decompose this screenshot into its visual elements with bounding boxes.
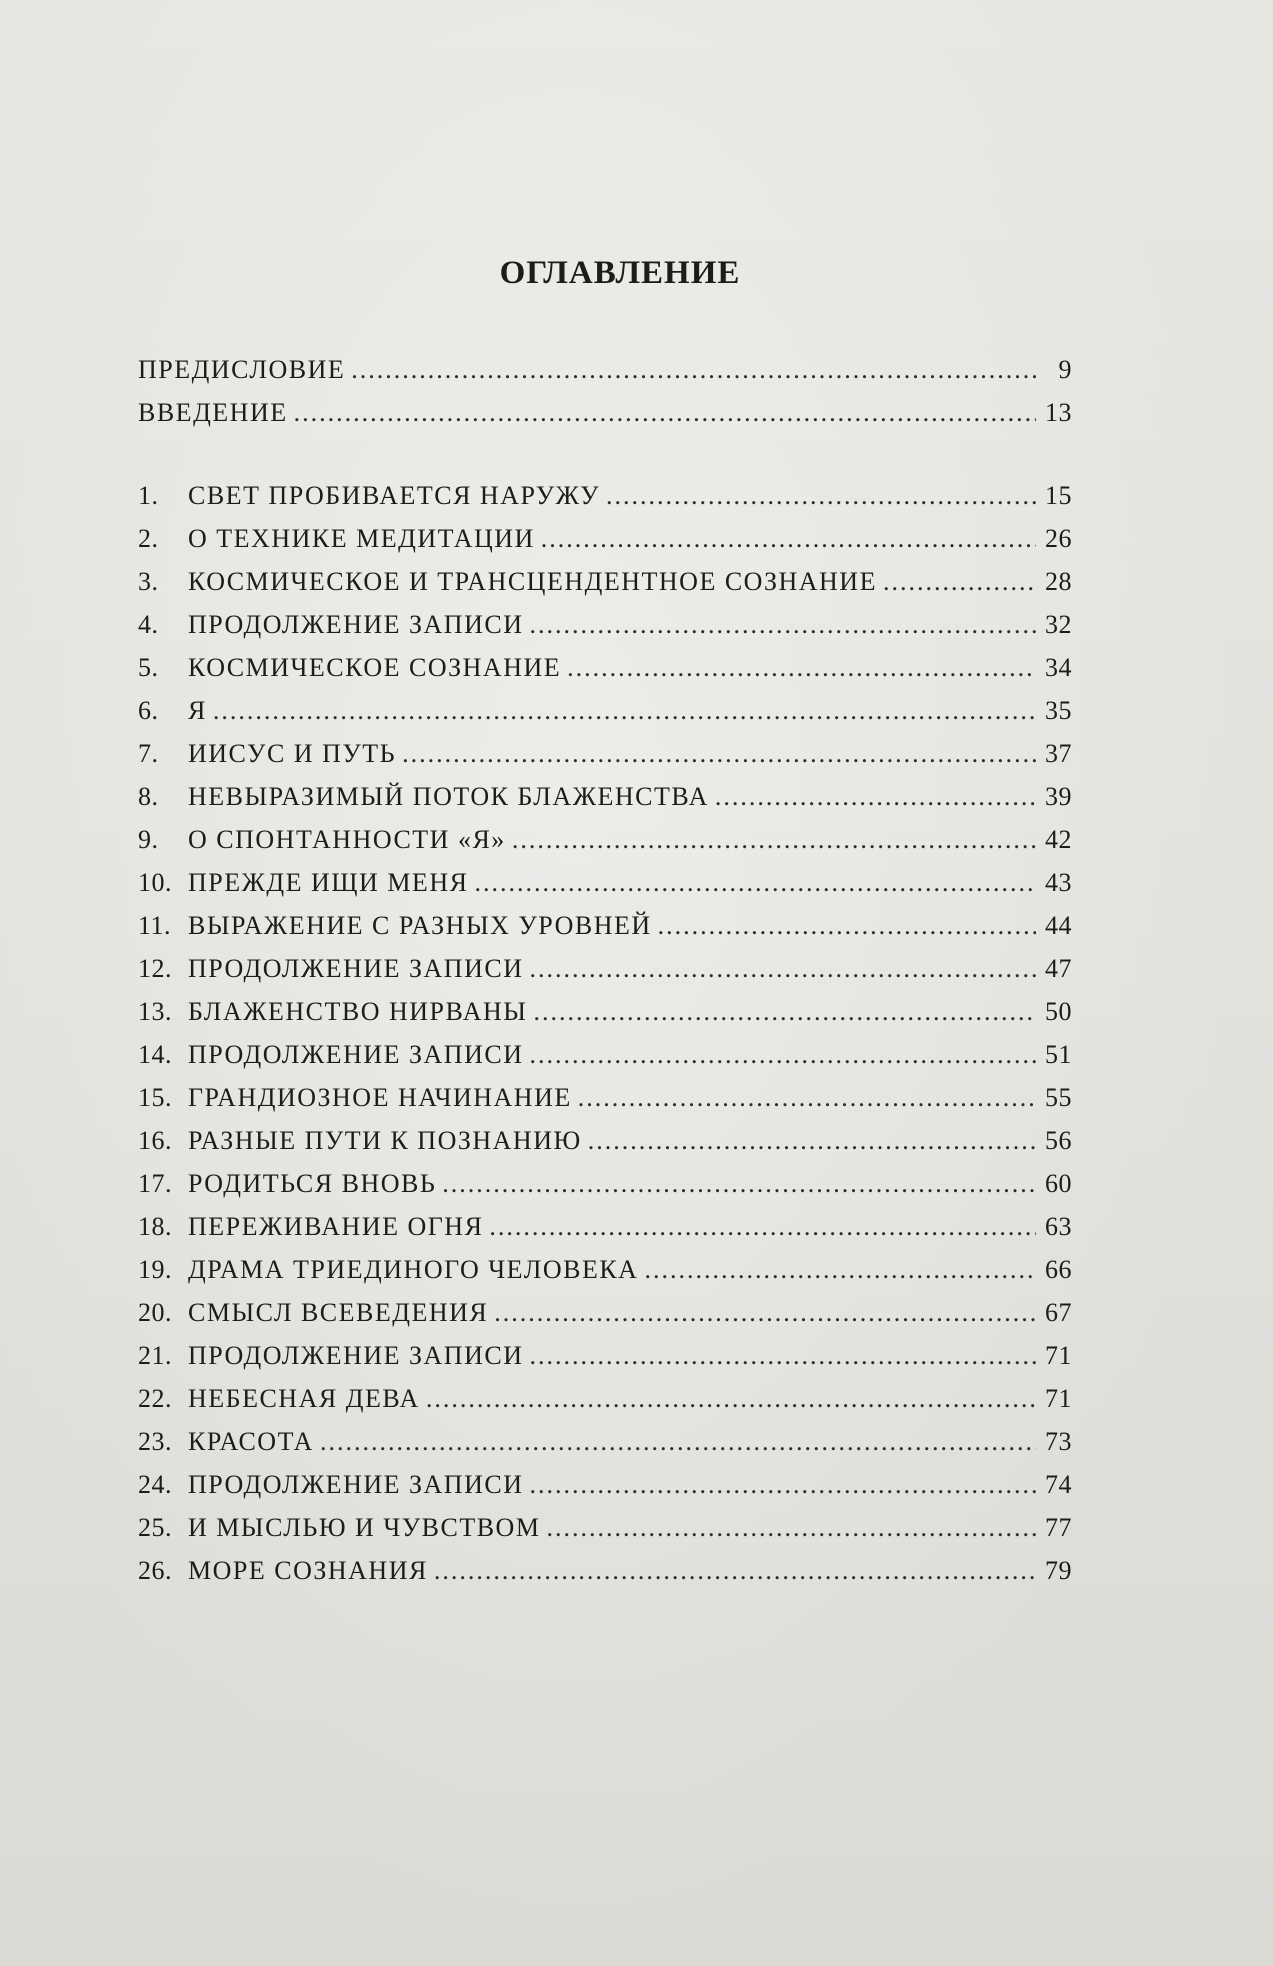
page-title: ОГЛАВЛЕНИЕ: [499, 255, 741, 291]
toc-row-chapter: [138, 1255, 1072, 1298]
chapter-number: 10.: [138, 868, 172, 897]
chapter-number: 11.: [138, 911, 172, 940]
toc-entry-label: ГРАНДИОЗНОЕ НАЧИНАНИЕ: [188, 1083, 572, 1112]
chapter-number: 25.: [138, 1513, 172, 1542]
toc-entry-label: ВЫРАЖЕНИЕ С РАЗНЫХ УРОВНЕЙ: [188, 911, 652, 940]
toc-entry-label: О СПОНТАННОСТИ «Я»: [188, 825, 506, 854]
toc-entry-label: МОРЕ СОЗНАНИЯ: [188, 1556, 428, 1585]
toc-row-chapter: [138, 567, 1072, 610]
dot-leader: [213, 696, 1036, 726]
toc-page-number: 56: [1045, 1126, 1072, 1155]
toc-entry-label: СМЫСЛ ВСЕВЕДЕНИЯ: [188, 1298, 489, 1327]
toc-row-preface: [138, 355, 1072, 398]
dot-leader: [541, 524, 1036, 554]
toc-entry-label: ПЕРЕЖИВАНИЕ ОГНЯ: [188, 1212, 484, 1241]
toc-row-chapter: [138, 524, 1072, 567]
chapter-number: 15.: [138, 1083, 172, 1112]
dot-leader: [529, 1470, 1036, 1500]
dot-leader: [294, 398, 1036, 428]
toc-entry-label: О ТЕХНИКЕ МЕДИТАЦИИ: [188, 524, 535, 553]
toc-row-chapter: [138, 1427, 1072, 1470]
toc-row-chapter: [138, 911, 1072, 954]
toc-entry-label: РАЗНЫЕ ПУТИ К ПОЗНАНИЮ: [188, 1126, 582, 1155]
toc-row-chapter: [138, 739, 1072, 782]
toc-row-chapter: [138, 653, 1072, 696]
toc-page-number: 71: [1045, 1341, 1072, 1370]
dot-leader: [606, 481, 1036, 511]
toc-page-number: 35: [1045, 696, 1072, 725]
dot-leader: [533, 997, 1036, 1027]
toc-row-chapter: [138, 481, 1072, 524]
chapter-number: 13.: [138, 997, 172, 1026]
toc-page-number: 55: [1045, 1083, 1072, 1112]
toc-entry-label: КОСМИЧЕСКОЕ СОЗНАНИЕ: [188, 653, 562, 682]
dot-leader: [442, 1169, 1036, 1199]
toc-page-number: 73: [1045, 1427, 1072, 1456]
toc-entry-label: ПРОДОЛЖЕНИЕ ЗАПИСИ: [188, 954, 524, 983]
chapter-number: 7.: [138, 739, 159, 768]
toc-row-chapter: [138, 1384, 1072, 1427]
chapter-number: 22.: [138, 1384, 172, 1413]
toc-row-chapter: [138, 610, 1072, 653]
toc-entry-label: ПРОДОЛЖЕНИЕ ЗАПИСИ: [188, 1470, 524, 1499]
dot-leader: [546, 1513, 1036, 1543]
toc-entry-label: НЕБЕСНАЯ ДЕВА: [188, 1384, 420, 1413]
chapter-number: 12.: [138, 954, 172, 983]
dot-leader: [529, 954, 1036, 984]
toc-entry-label: СВЕТ ПРОБИВАЕТСЯ НАРУЖУ: [188, 481, 601, 510]
toc-row-introduction: [138, 398, 1072, 441]
dot-leader: [426, 1384, 1036, 1414]
chapter-number: 23.: [138, 1427, 172, 1456]
toc-page-number: 26: [1045, 524, 1072, 553]
toc-row-chapter: [138, 1470, 1072, 1513]
dot-leader: [883, 567, 1036, 597]
toc-entry-label: БЛАЖЕНСТВО НИРВАНЫ: [188, 997, 528, 1026]
chapter-number: 24.: [138, 1470, 172, 1499]
chapter-list: [138, 481, 1072, 1599]
chapter-number: 2.: [138, 524, 159, 553]
toc-entry-label: ПРОДОЛЖЕНИЕ ЗАПИСИ: [188, 1341, 524, 1370]
dot-leader: [644, 1255, 1036, 1285]
toc-row-chapter: [138, 954, 1072, 997]
toc-entry-label: КРАСОТА: [188, 1427, 314, 1456]
toc-row-chapter: [138, 1169, 1072, 1212]
toc-row-chapter: [138, 1341, 1072, 1384]
toc-row-chapter: [138, 1513, 1072, 1556]
chapter-number: 16.: [138, 1126, 172, 1155]
chapter-number: 18.: [138, 1212, 172, 1241]
toc-entry-label: ПРЕЖДЕ ИЩИ МЕНЯ: [188, 868, 469, 897]
toc-page-number: 37: [1045, 739, 1072, 768]
chapter-number: 8.: [138, 782, 159, 811]
table-of-contents: [138, 355, 1072, 1599]
toc-entry-label: И МЫСЛЬЮ И ЧУВСТВОМ: [188, 1513, 541, 1542]
toc-page-number: 43: [1045, 868, 1072, 897]
dot-leader: [512, 825, 1036, 855]
toc-entry-label: ИИСУС И ПУТЬ: [188, 739, 397, 768]
toc-row-chapter: [138, 1212, 1072, 1255]
dot-leader: [578, 1083, 1036, 1113]
toc-row-chapter: [138, 1126, 1072, 1169]
dot-leader: [715, 782, 1036, 812]
toc-entry-label: ПРОДОЛЖЕНИЕ ЗАПИСИ: [188, 610, 524, 639]
toc-page-number: 74: [1045, 1470, 1072, 1499]
dot-leader: [529, 1341, 1036, 1371]
dot-leader: [529, 1040, 1036, 1070]
toc-page-number: 67: [1045, 1298, 1072, 1327]
dot-leader: [588, 1126, 1036, 1156]
dot-leader: [567, 653, 1036, 683]
chapter-number: 1.: [138, 481, 159, 510]
toc-page-number: 66: [1045, 1255, 1072, 1284]
dot-leader: [434, 1556, 1036, 1586]
toc-entry-label: НЕВЫРАЗИМЫЙ ПОТОК БЛАЖЕНСТВА: [188, 782, 709, 811]
chapter-number: 21.: [138, 1341, 172, 1370]
toc-page-number: 9: [1058, 355, 1072, 384]
toc-entry-label: РОДИТЬСЯ ВНОВЬ: [188, 1169, 437, 1198]
chapter-number: 4.: [138, 610, 159, 639]
toc-row-chapter: [138, 997, 1072, 1040]
chapter-number: 20.: [138, 1298, 172, 1327]
toc-row-chapter: [138, 825, 1072, 868]
dot-leader: [351, 355, 1036, 385]
toc-page-number: 28: [1045, 567, 1072, 596]
toc-page-number: 50: [1045, 997, 1072, 1026]
toc-entry-label: ПРОДОЛЖЕНИЕ ЗАПИСИ: [188, 1040, 524, 1069]
chapter-number: 14.: [138, 1040, 172, 1069]
toc-page-number: 51: [1045, 1040, 1072, 1069]
toc-row-chapter: [138, 696, 1072, 739]
chapter-number: 19.: [138, 1255, 172, 1284]
toc-page-number: 15: [1045, 481, 1072, 510]
dot-leader: [489, 1212, 1036, 1242]
toc-row-chapter: [138, 1083, 1072, 1126]
chapter-number: 5.: [138, 653, 159, 682]
toc-row-chapter: [138, 1298, 1072, 1341]
chapter-number: 26.: [138, 1556, 172, 1585]
dot-leader: [320, 1427, 1036, 1457]
dot-leader: [658, 911, 1036, 941]
dot-leader: [494, 1298, 1036, 1328]
toc-row-chapter: [138, 1040, 1072, 1083]
toc-entry-label: КОСМИЧЕСКОЕ И ТРАНСЦЕНДЕНТНОЕ СОЗНАНИЕ: [188, 567, 877, 596]
toc-page-number: 77: [1045, 1513, 1072, 1542]
chapter-number: 17.: [138, 1169, 172, 1198]
toc-page-number: 60: [1045, 1169, 1072, 1198]
toc-page-number: 42: [1045, 825, 1072, 854]
toc-page-number: 34: [1045, 653, 1072, 682]
toc-page-number: 44: [1045, 911, 1072, 940]
toc-row-chapter: [138, 1556, 1072, 1599]
toc-entry-label: ПРЕДИСЛОВИЕ: [138, 355, 346, 384]
toc-entry-label: Я: [188, 696, 207, 725]
toc-page-number: 13: [1045, 398, 1072, 427]
toc-entry-label: ДРАМА ТРИЕДИНОГО ЧЕЛОВЕКА: [188, 1255, 639, 1284]
toc-page-number: 63: [1045, 1212, 1072, 1241]
chapter-number: 6.: [138, 696, 159, 725]
toc-page-number: 47: [1045, 954, 1072, 983]
toc-page-number: 39: [1045, 782, 1072, 811]
dot-leader: [402, 739, 1036, 769]
toc-row-chapter: [138, 868, 1072, 911]
dot-leader: [474, 868, 1036, 898]
toc-page-number: 79: [1045, 1556, 1072, 1585]
toc-entry-label: ВВЕДЕНИЕ: [138, 398, 288, 427]
toc-row-chapter: [138, 782, 1072, 825]
toc-page-number: 71: [1045, 1384, 1072, 1413]
toc-page-number: 32: [1045, 610, 1072, 639]
chapter-number: 9.: [138, 825, 159, 854]
chapter-number: 3.: [138, 567, 159, 596]
dot-leader: [529, 610, 1036, 640]
